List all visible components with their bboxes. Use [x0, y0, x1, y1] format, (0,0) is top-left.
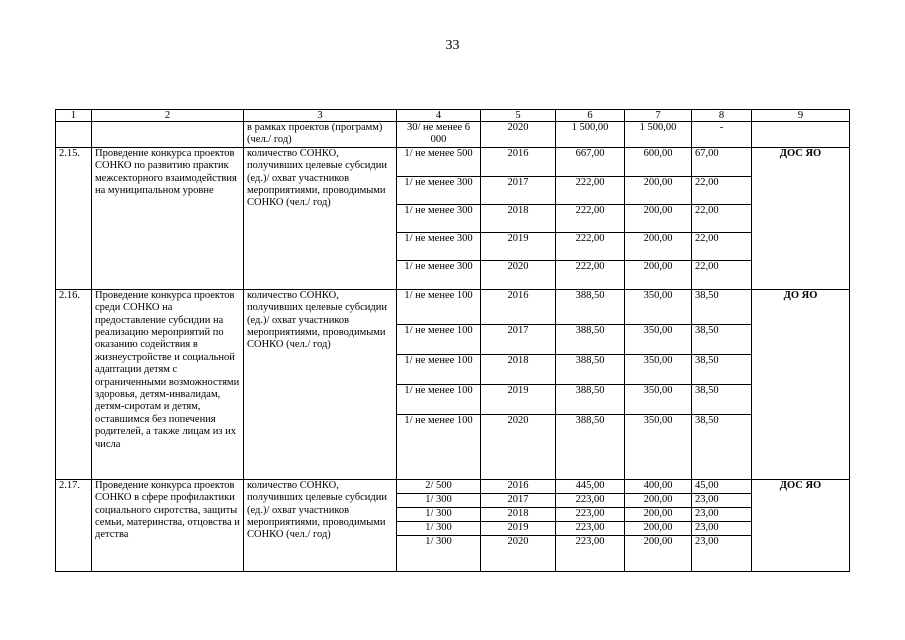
year-cell: 2018: [481, 204, 556, 232]
federal-cell: 45,00: [692, 479, 752, 493]
regional-cell: 1 500,00: [625, 122, 692, 148]
federal-cell: 23,00: [692, 493, 752, 507]
target-cell: 1/ не менее 300: [397, 204, 481, 232]
federal-cell: 38,50: [692, 414, 752, 479]
federal-cell: 22,00: [692, 260, 752, 289]
target-cell: 1/ 300: [397, 493, 481, 507]
target-cell: 1/ не менее 300: [397, 232, 481, 260]
federal-cell: 22,00: [692, 204, 752, 232]
federal-cell: 23,00: [692, 507, 752, 521]
regional-cell: 350,00: [625, 324, 692, 354]
total-cell: 222,00: [556, 260, 625, 289]
target-cell: 1/ не менее 100: [397, 324, 481, 354]
regional-cell: 400,00: [625, 479, 692, 493]
program-table: [55, 109, 850, 572]
total-cell: 222,00: [556, 176, 625, 204]
target-cell: 1/ не менее 300: [397, 260, 481, 289]
regional-cell: 350,00: [625, 384, 692, 414]
target-cell: 1/ 300: [397, 521, 481, 535]
col-header: 9: [752, 110, 850, 122]
executor-cell: ДОС ЯО: [752, 479, 850, 571]
year-cell: 2019: [481, 384, 556, 414]
item-number: 2.15.: [56, 147, 92, 289]
total-cell: 445,00: [556, 479, 625, 493]
total-cell: 388,50: [556, 354, 625, 384]
executor-cell: ДО ЯО: [752, 289, 850, 479]
target-cell: 1/ не менее 100: [397, 384, 481, 414]
year-cell: 2020: [481, 122, 556, 148]
table-row: [56, 147, 850, 176]
col-header: 2: [92, 110, 244, 122]
federal-cell: 38,50: [692, 354, 752, 384]
indicator-cell: в рамках проектов (программ) (чел./ год): [244, 122, 397, 148]
total-cell: 388,50: [556, 414, 625, 479]
federal-cell: 67,00: [692, 147, 752, 176]
year-cell: 2020: [481, 260, 556, 289]
table-row: [56, 479, 850, 493]
item-number: 2.16.: [56, 289, 92, 479]
column-number-row: [56, 110, 850, 122]
year-cell: 2017: [481, 324, 556, 354]
col-header: 8: [692, 110, 752, 122]
regional-cell: 350,00: [625, 414, 692, 479]
target-cell: 1/ не менее 100: [397, 414, 481, 479]
total-cell: 388,50: [556, 289, 625, 324]
federal-cell: 23,00: [692, 535, 752, 571]
year-cell: 2019: [481, 232, 556, 260]
federal-cell: 23,00: [692, 521, 752, 535]
total-cell: 222,00: [556, 204, 625, 232]
total-cell: 222,00: [556, 232, 625, 260]
regional-cell: 200,00: [625, 260, 692, 289]
year-cell: 2016: [481, 147, 556, 176]
federal-cell: 38,50: [692, 324, 752, 354]
continuation-row: [56, 122, 850, 148]
year-cell: 2020: [481, 535, 556, 571]
item-number: 2.17.: [56, 479, 92, 571]
total-cell: 223,00: [556, 493, 625, 507]
regional-cell: 200,00: [625, 507, 692, 521]
indicator-cell: количество СОНКО, получивших целевые субсидии (ед.)/ охват участников мероприятиями, проводимыми СОНКО (чел./ год): [244, 289, 397, 479]
col-header: 3: [244, 110, 397, 122]
year-cell: 2018: [481, 354, 556, 384]
regional-cell: 200,00: [625, 176, 692, 204]
regional-cell: 200,00: [625, 232, 692, 260]
federal-cell: 22,00: [692, 232, 752, 260]
col-header: 4: [397, 110, 481, 122]
regional-cell: 200,00: [625, 493, 692, 507]
total-cell: 388,50: [556, 324, 625, 354]
total-cell: 667,00: [556, 147, 625, 176]
target-cell: 1/ не менее 100: [397, 354, 481, 384]
year-cell: 2019: [481, 521, 556, 535]
year-cell: 2017: [481, 176, 556, 204]
target-cell: 1/ не менее 300: [397, 176, 481, 204]
col-header: 7: [625, 110, 692, 122]
event-name: Проведение конкурса проектов среди СОНКО на предоставление субсидии на реализацию мероприятий по оказанию содействия в жизнеустройстве и социальной адаптации детям с ограниченными возможностями здоровья, детям-инвалидам, детям-сиротам и детям, оставшимся без попечения родителей, а также лицам из их числа: [92, 289, 244, 479]
year-cell: 2018: [481, 507, 556, 521]
regional-cell: 200,00: [625, 204, 692, 232]
col-header: 5: [481, 110, 556, 122]
federal-cell: 22,00: [692, 176, 752, 204]
total-cell: 223,00: [556, 521, 625, 535]
federal-cell: 38,50: [692, 289, 752, 324]
target-cell: 30/ не менее 6 000: [397, 122, 481, 148]
federal-cell: -: [692, 122, 752, 148]
event-name: Проведение конкурса проектов СОНКО по развитию практик межсекторного взаимодействия на муниципальном уровне: [92, 147, 244, 289]
regional-cell: 350,00: [625, 354, 692, 384]
year-cell: 2017: [481, 493, 556, 507]
target-cell: 1/ 300: [397, 507, 481, 521]
col-header: 1: [56, 110, 92, 122]
target-cell: 1/ не менее 100: [397, 289, 481, 324]
indicator-cell: количество СОНКО, получивших целевые субсидии (ед.)/ охват участников мероприятиями, проводимыми СОНКО (чел./ год): [244, 479, 397, 571]
year-cell: 2016: [481, 479, 556, 493]
table-row: [56, 289, 850, 324]
total-cell: 388,50: [556, 384, 625, 414]
target-cell: 2/ 500: [397, 479, 481, 493]
year-cell: 2016: [481, 289, 556, 324]
target-cell: 1/ 300: [397, 535, 481, 571]
total-cell: 223,00: [556, 535, 625, 571]
target-cell: 1/ не менее 500: [397, 147, 481, 176]
event-name: Проведение конкурса проектов СОНКО в сфере профилактики социального сиротства, защиты семьи, материнства, отцовства и детства: [92, 479, 244, 571]
col-header: 6: [556, 110, 625, 122]
indicator-cell: количество СОНКО, получивших целевые субсидии (ед.)/ охват участников мероприятиями, проводимыми СОНКО (чел./ год): [244, 147, 397, 289]
federal-cell: 38,50: [692, 384, 752, 414]
regional-cell: 200,00: [625, 521, 692, 535]
executor-cell: ДОС ЯО: [752, 147, 850, 289]
regional-cell: 200,00: [625, 535, 692, 571]
regional-cell: 600,00: [625, 147, 692, 176]
year-cell: 2020: [481, 414, 556, 479]
total-cell: 223,00: [556, 507, 625, 521]
regional-cell: 350,00: [625, 289, 692, 324]
page-number: 33: [445, 38, 460, 53]
total-cell: 1 500,00: [556, 122, 625, 148]
